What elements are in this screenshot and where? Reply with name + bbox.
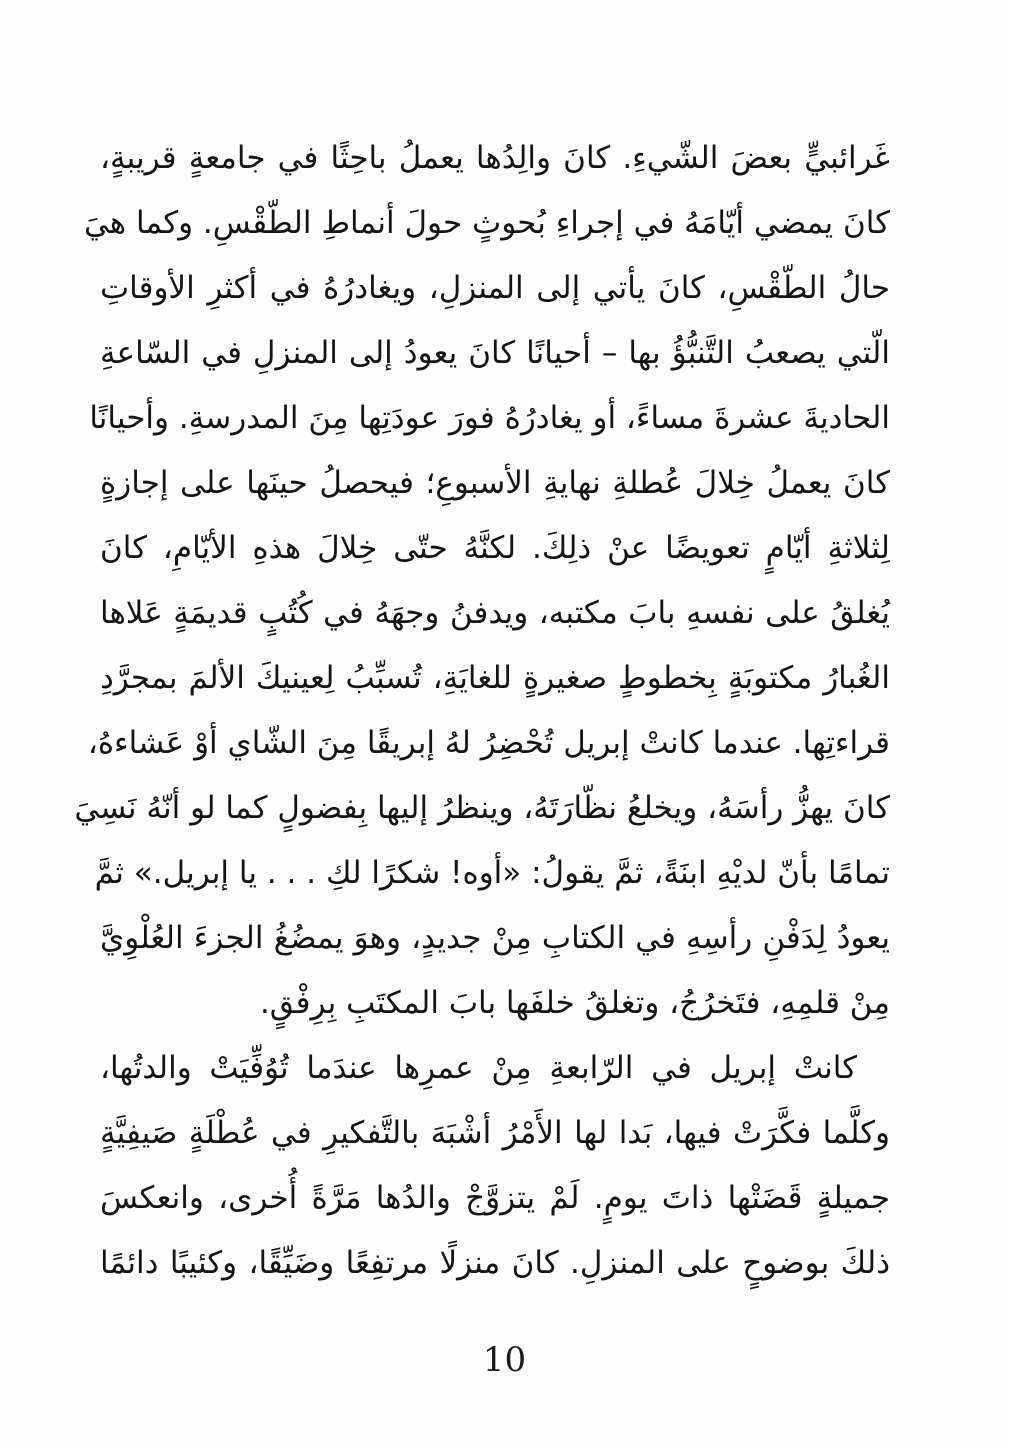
text-line-1: غَرائبيٍّ بعضَ الشّيءِ. كانَ والِدُها يعملُ باحِثًا في جامعةٍ قريبةٍ، (100, 140, 890, 176)
text-line-11: كانَ يهزُّ رأسَهُ، ويخلعُ نظّارَتَهُ، وينظرُ إليها بِفضولٍ كما لو أنّهُ نَسِيَ (74, 790, 890, 826)
text-line-5: الحاديةَ عشرةَ مساءً، أو يغادرُهُ فورَ عودَتِها مِنَ المدرسةِ. وأحيانًا (89, 400, 890, 436)
text-line-13: يعودُ لِدَفْنِ رأسِهِ في الكتابِ مِنْ جديدٍ، وهوَ يمضُغُ الجزءَ العُلْوِيَّ (100, 920, 890, 956)
text-line-4: الّتي يصعبُ التَّنبُّؤُ بها – أحيانًا كانَ يعودُ إلى المنزلِ في السّاعةِ (100, 335, 890, 371)
text-line-12: تمامًا بأنّ لديْهِ ابنَةً، ثمَّ يقولُ: «أوه! شكرًا لكِ . . . يا إبريل.» ثمَّ (94, 855, 890, 891)
text-line-2: كانَ يمضي أيّامَهُ في إجراءِ بُحوثٍ حولَ أنماطِ الطّقْسِ. وكما هيَ (83, 205, 890, 241)
text-line-14-paragraph-end: مِنْ قلمِهِ، فتَخرُجُ، وتغلقُ خلفَها بابَ المكتَبِ بِرِفْقٍ. (259, 985, 890, 1021)
text-line-18: ذلكَ بوضوحٍ على المنزلِ. كانَ منزلًا مرتفِعًا وضَيِّقًا، وكئيبًا دائمًا (100, 1245, 890, 1281)
text-line-10: قراءتِها. عندما كانتْ إبريل تُحْضِرُ لهُ إبريقًا مِنَ الشّاي أوْ عَشاءهُ، (87, 725, 890, 761)
text-line-8: يُغلقُ على نفسهِ بابَ مكتبه، ويدفنُ وجهَهُ في كُتُبٍ قديمَةٍ عَلاها (100, 595, 890, 631)
text-line-6: كانَ يعملُ خِلالَ عُطلةِ نهايةِ الأسبوعِ؛ فيحصلُ حينَها على إجازةٍ (100, 465, 890, 501)
text-line-9: الغُبارُ مكتوبَةٍ بِخطوطٍ صغيرةٍ للغايَةِ، تُسبِّبُ لِعينيكَ الألمَ بمجرَّدِ (100, 660, 890, 696)
text-line-7: لِثلاثةِ أيّامٍ تعويضًا عنْ ذلِكَ. لكنَّهُ حتّى خِلالَ هذهِ الأيّامِ، كانَ (100, 530, 890, 566)
text-line-3: حالُ الطّقْسِ، كانَ يأتي إلى المنزلِ، ويغادرُهُ في أكثرِ الأوقاتِ (100, 270, 890, 306)
text-line-17: جميلةٍ قَضَتْها ذاتَ يومٍ. لَمْ يتزوَّجْ والدُها مَرَّةً أُخرى، وانعكسَ (100, 1180, 890, 1216)
text-line-15-paragraph-start: كانتْ إبريل في الرّابعةِ مِنْ عمرِها عندَما تُوُفِّيَتْ والدتُها، (100, 1050, 857, 1086)
page-number: 10 (482, 1340, 527, 1380)
text-line-16: وكلَّما فكَّرَتْ فيها، بَدا لها الأَمْرُ أشْبَهَ بالتَّفكيرِ في عُطْلَةٍ صَيفِيَّةٍ (100, 1115, 890, 1151)
